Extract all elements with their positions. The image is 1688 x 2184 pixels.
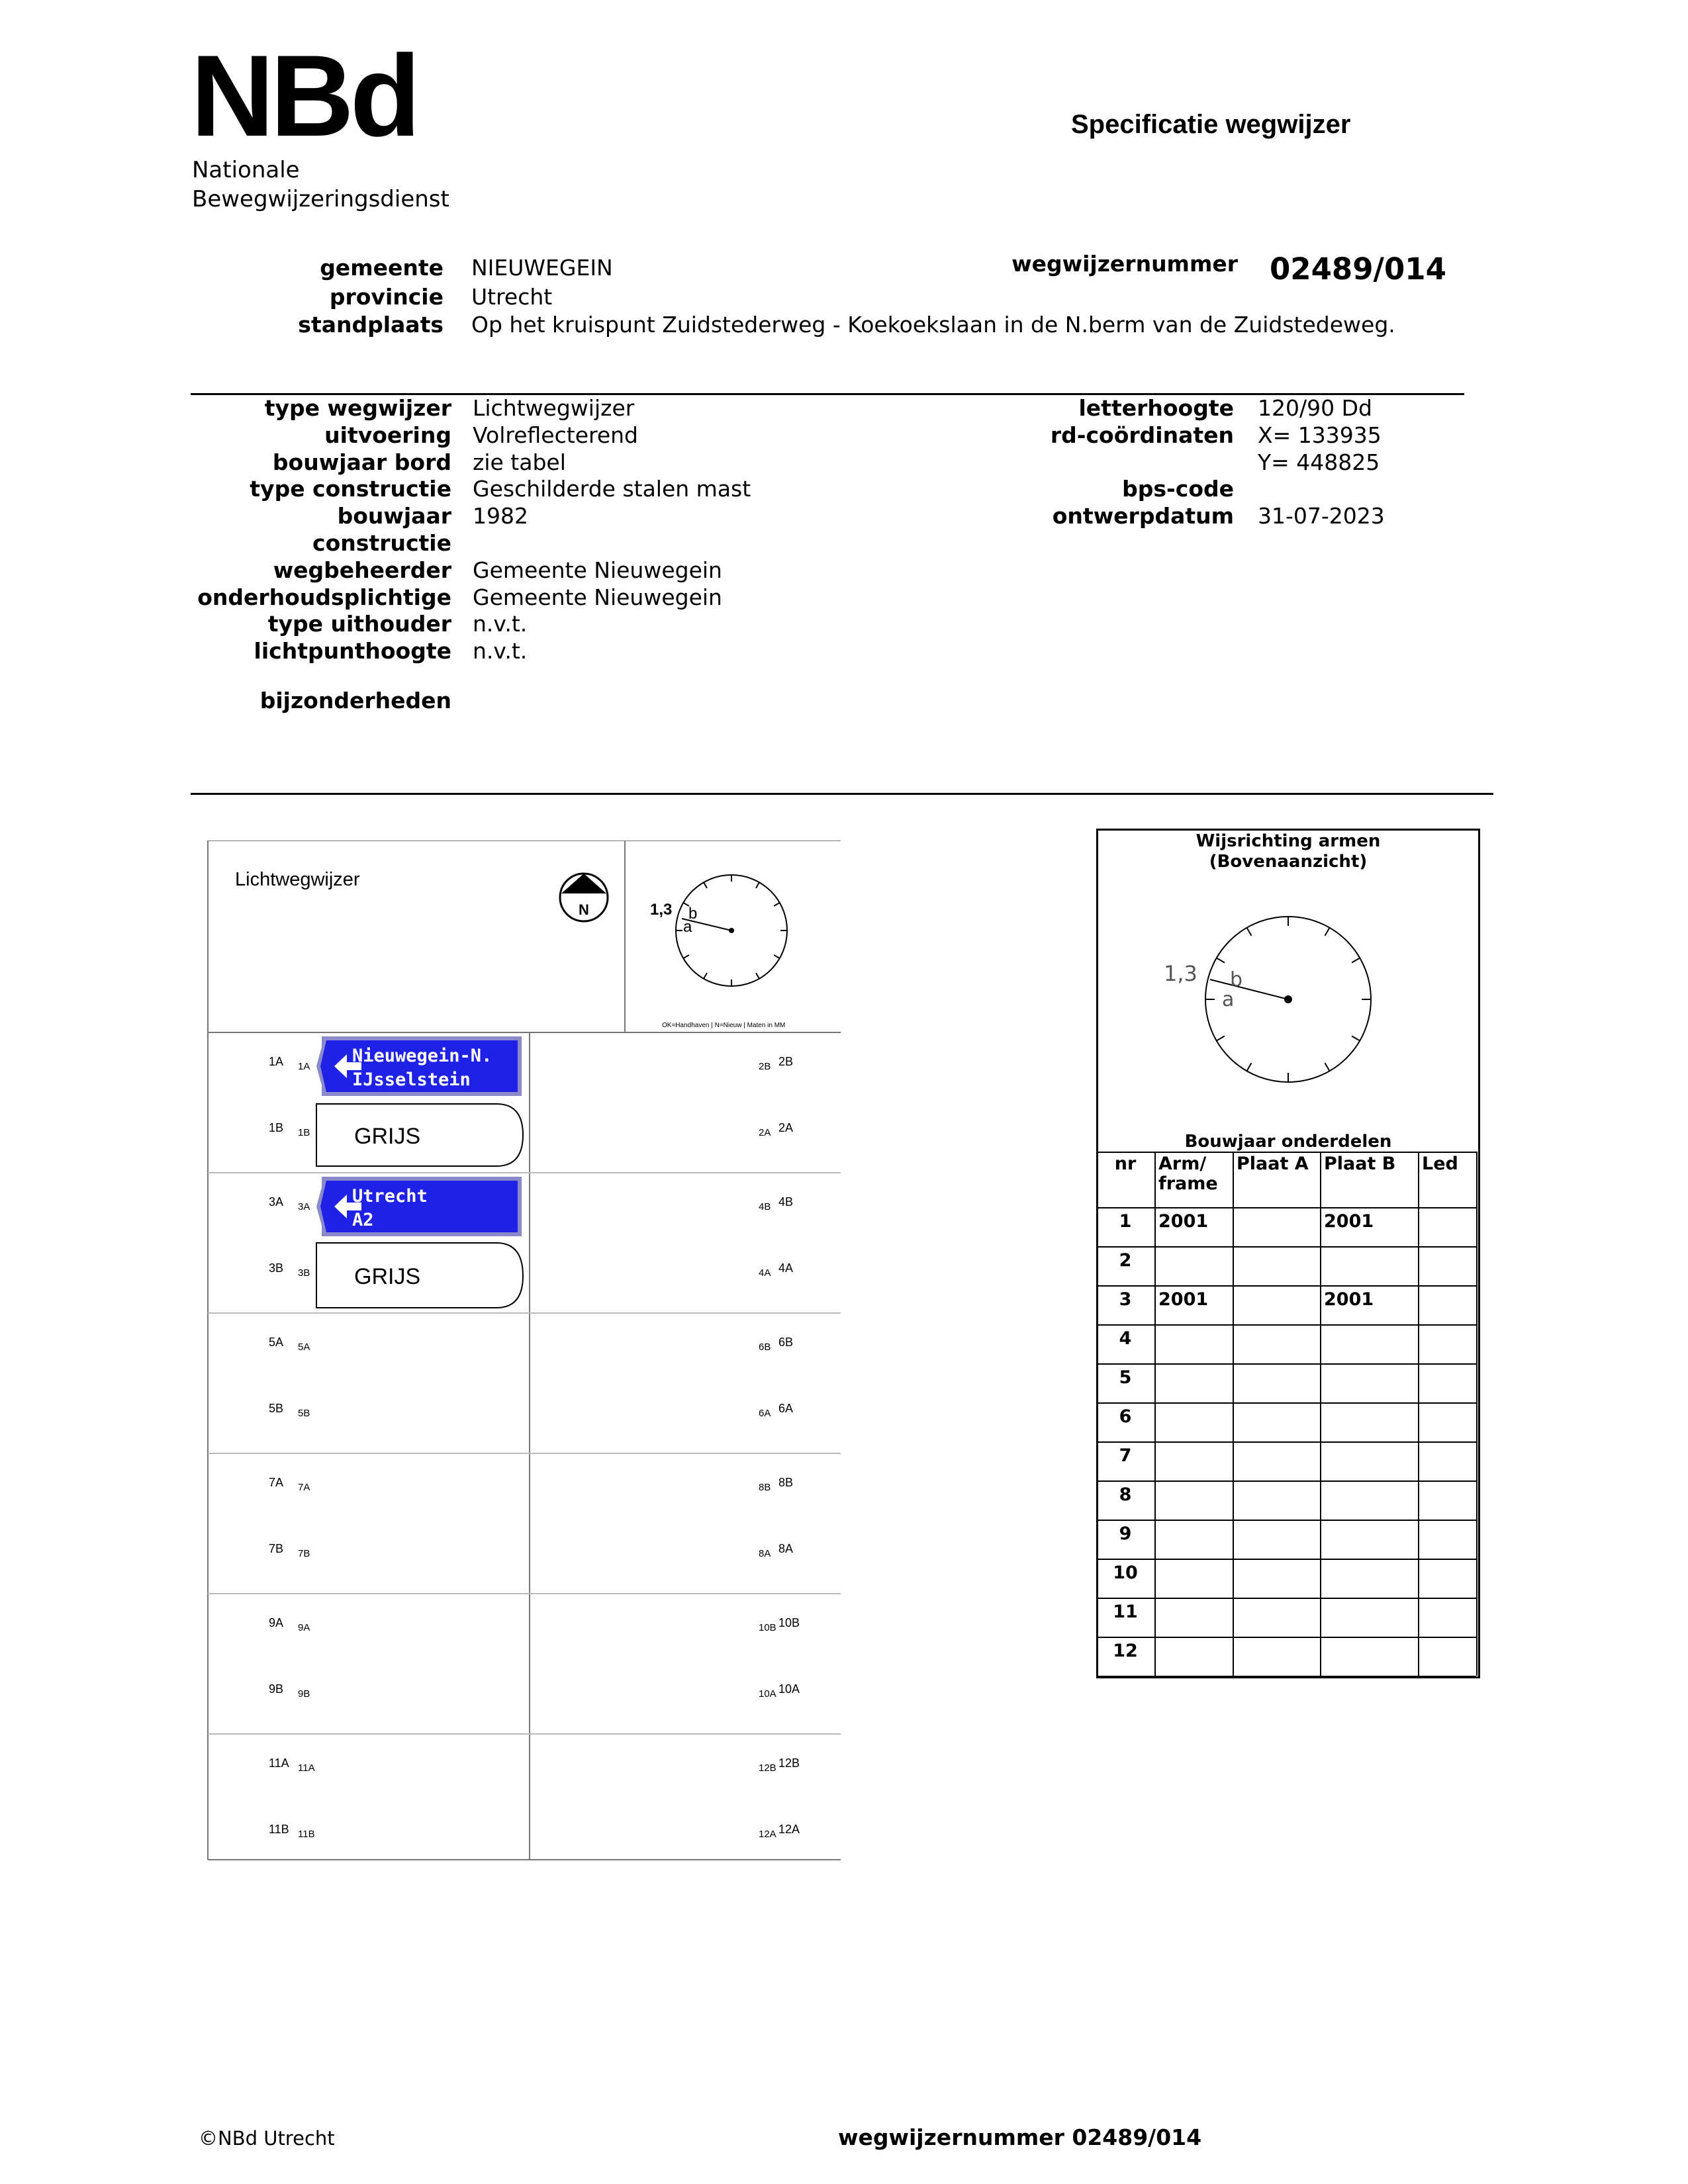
table-cell: 2001 [1158, 1211, 1209, 1232]
row-label: 3B [269, 1261, 284, 1275]
standplaats-label: standplaats [298, 312, 444, 338]
row-label: 12A [778, 1823, 800, 1836]
row-label: 9A [269, 1616, 284, 1629]
direction-title-1: Wijsrichting armen [1196, 831, 1381, 851]
table-header: Plaat A [1237, 1154, 1309, 1174]
dial-small-angle: 1,3 [650, 901, 673, 919]
spec-label: lichtpunthoogte [254, 638, 451, 664]
wegwijzernummer-value: 02489/014 [1270, 251, 1446, 287]
row-label: 8A [759, 1548, 771, 1559]
row-label: 2B [759, 1061, 771, 1072]
logo-line1: Nationale [192, 157, 300, 183]
spec-label: bouwjaar [337, 503, 451, 529]
row-label: 9B [269, 1682, 284, 1696]
spec-value: Gemeente Nieuwegein [473, 584, 722, 610]
spec-label: bouwjaar bord [272, 449, 451, 475]
table-cell: 2 [1119, 1250, 1132, 1271]
spec-right-value: 120/90 Dd [1258, 395, 1372, 421]
row-label: 5B [298, 1408, 310, 1419]
table-header: Arm/ frame [1158, 1154, 1218, 1194]
row-label: 1A [298, 1061, 310, 1072]
table-header: Led [1422, 1154, 1458, 1174]
spec-value: Geschilderde stalen mast [473, 476, 751, 502]
spec-value: n.v.t. [473, 638, 528, 664]
dial-tick [756, 882, 759, 888]
sign-3a-line2: A2 [352, 1210, 374, 1230]
row-label: 8B [759, 1482, 771, 1493]
spec-value: Gemeente Nieuwegein [473, 557, 722, 583]
dial-tick [1325, 928, 1330, 936]
row-label: 7A [298, 1482, 310, 1493]
sign-drawing [205, 841, 847, 1873]
bouwjaar-title: Bouwjaar onderdelen [1184, 1132, 1392, 1152]
spec-value: Volreflecterend [473, 422, 638, 448]
spec-right-label: rd-coördinaten [1050, 422, 1234, 448]
dial-tick [704, 973, 707, 979]
row-label: 2A [759, 1127, 771, 1138]
row-label: 4B [759, 1201, 771, 1212]
row-label: 11B [298, 1829, 315, 1840]
spec-value: n.v.t. [473, 611, 528, 637]
row-label: 7A [269, 1476, 284, 1489]
table-cell: 2001 [1324, 1211, 1374, 1232]
row-label: 2B [778, 1055, 794, 1068]
footer-copyright: ©NBd Utrecht [199, 2127, 335, 2150]
gemeente-value: NIEUWEGEIN [471, 255, 613, 281]
spec-right-label: letterhoogte [1078, 395, 1234, 421]
spec-value: Lichtwegwijzer [473, 395, 635, 421]
dial-tick [774, 955, 780, 958]
sign-3b [316, 1243, 523, 1308]
sign-1a-line1: Nieuwegein-N. [352, 1046, 492, 1066]
row-label: 9A [298, 1622, 310, 1633]
table-cell: 2001 [1324, 1289, 1374, 1310]
sign-1b-text: GRIJS [354, 1124, 421, 1149]
row-label: 3B [298, 1267, 310, 1279]
nbd-logo: NBd [191, 32, 417, 161]
north-arrow-icon [560, 874, 608, 921]
divider-bottom [191, 793, 1493, 795]
dial-large-b: b [1230, 968, 1243, 991]
direction-title-2: (Bovenaanzicht) [1209, 852, 1368, 872]
direction-title [1096, 831, 1480, 872]
spec-right-label: bps-code [1122, 476, 1234, 502]
spec-label: wegbeheerder [273, 557, 451, 583]
table-cell: 6 [1119, 1406, 1132, 1427]
spec-label: type uithouder [267, 611, 451, 637]
provincie-label: provincie [329, 284, 444, 310]
row-label: 11B [269, 1823, 289, 1836]
dial-large-a: a [1222, 988, 1235, 1011]
table-line [1476, 1152, 1477, 1676]
drawing-legend: OK=Handhaven | N=Nieuw | Maten in MM [662, 1022, 786, 1029]
dial-tick [683, 955, 689, 958]
footer-nummer: wegwijzernummer 02489/014 [838, 2124, 1202, 2150]
dial-tick [1352, 1036, 1360, 1041]
dial-tick [1217, 1036, 1225, 1041]
row-label: 6A [778, 1402, 794, 1415]
row-label: 12B [759, 1762, 776, 1774]
spec-label: uitvoering [324, 422, 451, 448]
row-label: 6B [778, 1336, 794, 1349]
row-label: 3A [298, 1201, 310, 1212]
table-cell: 1 [1119, 1211, 1132, 1232]
drawing-title: Lichtwegwijzer [235, 869, 360, 890]
row-label: 10A [759, 1688, 776, 1700]
sign-3a [316, 1177, 522, 1236]
table-cell: 9 [1119, 1524, 1132, 1544]
row-label: 12A [759, 1829, 776, 1840]
dial-tick [756, 973, 759, 979]
table-cell: 5 [1119, 1367, 1132, 1388]
sign-1a-line2: IJsselstein [352, 1069, 471, 1090]
row-label: 6A [759, 1408, 771, 1419]
table-line [1233, 1152, 1234, 1676]
table-cell: 12 [1113, 1641, 1138, 1661]
row-label: 8A [778, 1542, 794, 1555]
dial-tick [1247, 928, 1252, 936]
sign-3a-line1: Utrecht [352, 1186, 428, 1206]
row-label: 1A [269, 1055, 284, 1068]
spec-right-value: X= 133935 [1258, 422, 1382, 448]
row-label: 7B [269, 1542, 284, 1555]
table-cell: 4 [1119, 1328, 1132, 1349]
row-label: 5B [269, 1402, 284, 1415]
row-label: 9B [298, 1688, 310, 1700]
dial-large [1096, 880, 1480, 1132]
row-label: 1B [298, 1127, 310, 1138]
sign-1b [316, 1104, 523, 1166]
row-label: 4B [778, 1195, 794, 1208]
spec-label: constructie [312, 530, 451, 556]
spec-value: zie tabel [473, 449, 566, 475]
wegwijzernummer-label: wegwijzernummer [1011, 251, 1238, 277]
table-cell: 10 [1113, 1563, 1138, 1583]
spec-right-value: 31-07-2023 [1258, 503, 1385, 529]
spec-label: type constructie [250, 476, 451, 502]
row-label: 6B [759, 1342, 771, 1353]
table-line [1096, 1676, 1476, 1677]
table-cell: 3 [1119, 1289, 1132, 1310]
row-label: 5A [269, 1336, 284, 1349]
gemeente-label: gemeente [320, 255, 444, 281]
spec-label: type wegwijzer [264, 395, 451, 421]
table-cell: 8 [1119, 1484, 1132, 1505]
sign-3b-text: GRIJS [354, 1264, 421, 1289]
dial-small [650, 875, 787, 986]
dial-tick [704, 882, 707, 888]
row-label: 5A [298, 1342, 310, 1353]
spec-value: 1982 [473, 503, 528, 529]
bijzonderheden-label: bijzonderheden [259, 688, 451, 713]
logo-line2: Bewegwijzeringsdienst [192, 186, 449, 212]
row-label: 4A [778, 1261, 794, 1275]
row-label: 10A [778, 1682, 800, 1696]
dial-tick [1352, 958, 1360, 963]
spec-label: onderhoudsplichtige [197, 584, 451, 610]
table-header: nr [1114, 1154, 1137, 1174]
row-label: 4A [759, 1267, 771, 1279]
row-label: 12B [778, 1756, 800, 1770]
row-label: 1B [269, 1121, 284, 1134]
spec-right-label: ontwerpdatum [1052, 503, 1234, 529]
row-label: 8B [778, 1476, 794, 1489]
row-label: 11A [269, 1756, 289, 1770]
row-label: 10B [778, 1616, 800, 1629]
dial-tick [1325, 1063, 1330, 1071]
row-label: 10B [759, 1622, 776, 1633]
provincie-value: Utrecht [471, 284, 553, 310]
dial-small-a: a [683, 918, 692, 936]
dial-large-angle: 1,3 [1164, 961, 1197, 986]
table-cell: 7 [1119, 1445, 1132, 1466]
standplaats-value: Op het kruispunt Zuidstederweg - Koekoekslaan in de N.berm van de Zuidstedeweg. [471, 312, 1395, 338]
table-line [1418, 1152, 1419, 1676]
table-line [1154, 1152, 1156, 1676]
table-cell: 11 [1113, 1602, 1138, 1622]
dial-small-b: b [688, 905, 698, 923]
sign-1a [316, 1036, 522, 1096]
table-cell: 2001 [1158, 1289, 1209, 1310]
row-label: 2A [778, 1121, 794, 1134]
dial-tick [774, 903, 780, 906]
table-header: Plaat B [1324, 1154, 1396, 1174]
row-label: 7B [298, 1548, 310, 1559]
table-line [1320, 1152, 1321, 1676]
dial-tick [1247, 1063, 1252, 1071]
north-label: N [579, 901, 589, 918]
spec-right-value: Y= 448825 [1258, 449, 1380, 475]
document-title: Specificatie wegwijzer [1071, 110, 1351, 139]
row-label: 11A [298, 1762, 315, 1774]
row-label: 3A [269, 1195, 284, 1208]
dial-tick [1217, 958, 1225, 963]
